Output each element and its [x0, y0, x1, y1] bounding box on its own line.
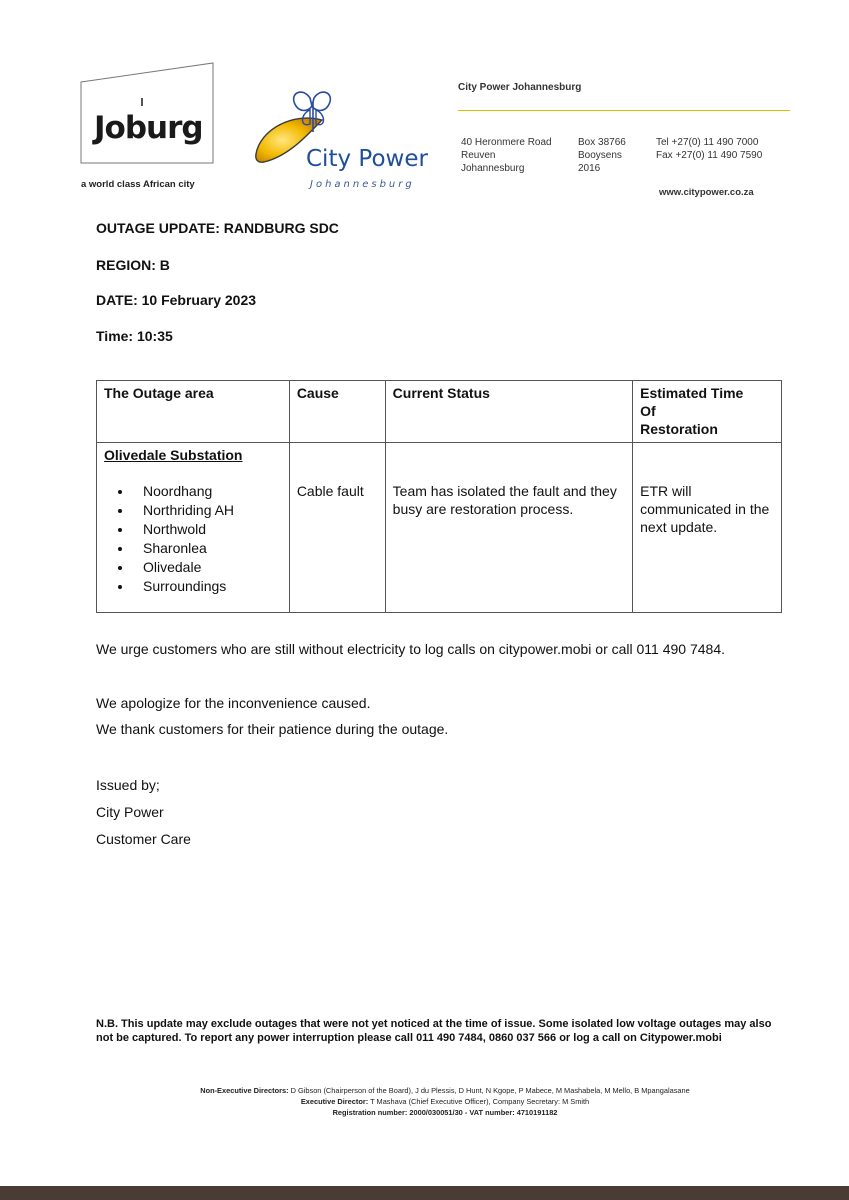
status-cell — [385, 443, 632, 613]
address-line: 2016 — [578, 163, 601, 174]
column-header-status: Current Status — [385, 381, 632, 443]
issued-by-label: Issued by; — [96, 777, 160, 793]
urge-paragraph: We urge customers who are still without electricity to log calls on citypower.mobi or call 011 490 7484. — [96, 641, 726, 657]
apology-paragraph: We apologize for the inconvenience caused. — [96, 695, 371, 711]
address-line: 40 Heronmere Road — [461, 137, 552, 148]
company-name: City Power Johannesburg — [458, 82, 582, 93]
address-line: Booysens — [578, 150, 622, 161]
region-label: REGION: B — [96, 257, 170, 273]
citypower-logo-wordmark: City Power — [306, 146, 428, 172]
address-line: Box 38766 — [578, 137, 626, 148]
nb-notice: N.B. This update may exclude outages that were not yet noticed at the time of issue. Some isolated low voltage outages may also not be captured. To report any power interruption please call 011 490 7484, 0860 037 566 or log a call on Citypower.mobi — [96, 1018, 772, 1044]
citypower-logo — [250, 86, 440, 196]
fax-number: Fax +27(0) 11 490 7590 — [656, 150, 763, 161]
issuer-company: City Power — [96, 804, 164, 820]
registration-info — [80, 1107, 810, 1118]
citypower-logo-subtitle: Johannesburg — [310, 179, 415, 190]
joburg-tagline: a world class African city — [81, 179, 195, 190]
date-label: DATE: 10 February 2023 — [96, 292, 257, 308]
joburg-logo — [80, 62, 214, 164]
substation-name: Olivedale Substation — [104, 447, 243, 463]
list-item: Noordhang — [116, 482, 283, 501]
address-street — [461, 136, 552, 175]
time-label: Time: 10:35 — [96, 328, 173, 344]
issued-by-block — [96, 772, 191, 853]
outage-area-cell — [97, 443, 290, 613]
status-text: Team has isolated the fault and they busy are restoration process. — [392, 483, 617, 517]
phone-number: Tel +27(0) 11 490 7000 — [656, 137, 759, 148]
affected-areas-list — [104, 482, 283, 596]
address-line: Reuven — [461, 150, 496, 161]
table-row — [97, 443, 782, 613]
etr-text: ETR will communicated in the next update. — [640, 483, 770, 535]
document-title: OUTAGE UPDATE: RANDBURG SDC — [96, 220, 339, 236]
list-item: Northriding AH — [116, 501, 283, 520]
executive-director — [80, 1096, 810, 1107]
header-divider — [458, 110, 790, 111]
directors-block — [80, 1085, 810, 1118]
column-header-etr — [633, 381, 782, 443]
table-header-row — [97, 381, 782, 443]
address-contact — [656, 136, 762, 162]
etr-header-line: Of — [640, 403, 656, 419]
registration-text: Registration number: 2000/030051/30 - VAT number: 4710191182 — [332, 1108, 558, 1117]
website-link[interactable]: www.citypower.co.za — [659, 187, 754, 198]
issuer-department: Customer Care — [96, 831, 191, 847]
etr-header-line: Estimated Time — [640, 385, 744, 401]
bottom-edge-bar — [0, 1186, 849, 1200]
non-exec-label: Non-Executive Directors: — [200, 1086, 289, 1095]
outage-table — [96, 380, 782, 613]
list-item: Olivedale — [116, 558, 283, 577]
list-item: Sharonlea — [116, 539, 283, 558]
list-item: Northwold — [116, 520, 283, 539]
exec-names: T Mashava (Chief Executive Officer), Company Secretary: M Smith — [370, 1097, 590, 1106]
thanks-paragraph: We thank customers for their patience during the outage. — [96, 721, 449, 737]
address-line: Johannesburg — [461, 163, 525, 174]
non-executive-directors — [80, 1085, 810, 1096]
cause-cell — [289, 443, 385, 613]
etr-cell — [633, 443, 782, 613]
exec-label: Executive Director: — [300, 1097, 369, 1106]
address-postal — [578, 136, 626, 175]
cause-text: Cable fault — [296, 483, 364, 499]
etr-header-line: Restoration — [640, 421, 718, 437]
column-header-cause: Cause — [289, 381, 385, 443]
column-header-area: The Outage area — [97, 381, 290, 443]
non-exec-names: D Gibson (Chairperson of the Board), J du Plessis, D Hunt, N Kgope, P Mabece, M Mashabela, M Mello, B Mpangalasane — [290, 1086, 690, 1095]
joburg-logo-wordmark: Joburg — [94, 110, 203, 146]
list-item: Surroundings — [116, 577, 283, 596]
